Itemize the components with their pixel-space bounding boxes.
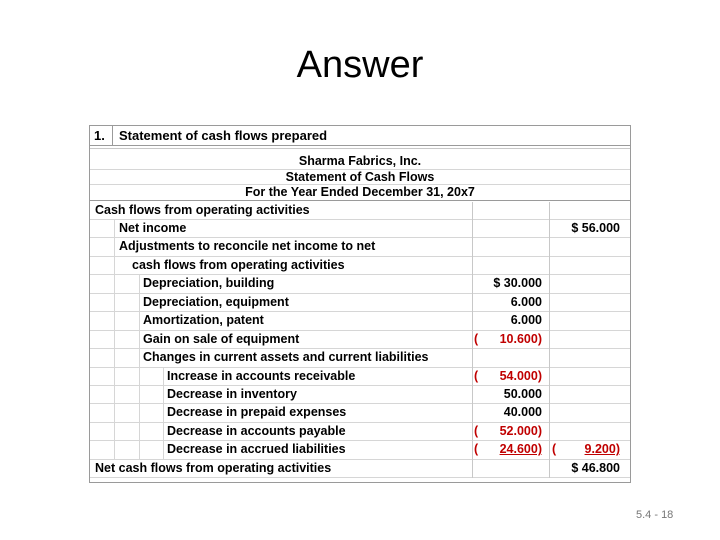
company-name: Sharma Fabrics, Inc. bbox=[298, 154, 422, 168]
amount-value: 50.000 bbox=[503, 387, 542, 401]
column-divider bbox=[472, 202, 473, 479]
amount-value: 40.000 bbox=[503, 405, 542, 420]
line-label: Net income bbox=[119, 220, 187, 235]
title-row bbox=[90, 185, 630, 201]
line-label: Depreciation, equipment bbox=[143, 294, 289, 309]
page-number: 5.4 - 18 bbox=[636, 509, 674, 521]
amount-value: 10.600) bbox=[499, 331, 542, 346]
line-label: Changes in current assets and current liabilities bbox=[143, 350, 429, 365]
problem-number: 1. bbox=[94, 128, 105, 143]
open-paren: ( bbox=[474, 423, 479, 438]
statement-period: For the Year Ended December 31, 20x7 bbox=[245, 185, 475, 199]
amount-value: 24.600) bbox=[499, 442, 542, 457]
indent-guide bbox=[114, 220, 115, 460]
worksheet-heading: Statement of cash flows prepared bbox=[119, 128, 328, 143]
amount-value: $ 46.800 bbox=[571, 460, 620, 475]
line-label: Net cash flows from operating activities bbox=[95, 460, 332, 475]
line-label: Gain on sale of equipment bbox=[143, 331, 300, 346]
column-divider bbox=[549, 202, 550, 479]
slide-title: Answer bbox=[296, 44, 424, 86]
line-label: Cash flows from operating activities bbox=[95, 202, 310, 217]
line-label: Decrease in inventory bbox=[167, 387, 297, 401]
open-paren: ( bbox=[474, 368, 479, 383]
indent-guide bbox=[163, 368, 164, 460]
title-row bbox=[90, 170, 630, 186]
line-label: Depreciation, building bbox=[143, 276, 275, 291]
indent-guide bbox=[139, 275, 140, 460]
amount-value: 6.000 bbox=[510, 313, 542, 328]
title-row bbox=[90, 154, 630, 170]
open-paren: ( bbox=[474, 442, 479, 457]
open-paren: ( bbox=[474, 331, 479, 346]
line-label: Decrease in accounts payable bbox=[167, 423, 346, 438]
amount-value: 52.000) bbox=[499, 423, 542, 438]
worksheet-header bbox=[90, 126, 630, 146]
amount-value: $ 30.000 bbox=[493, 276, 542, 291]
line-label: Adjustments to reconcile net income to net bbox=[119, 239, 376, 254]
line-label: Amortization, patent bbox=[143, 313, 264, 328]
amount-value: 9.200) bbox=[584, 442, 620, 457]
header-divider bbox=[112, 126, 113, 145]
open-paren: ( bbox=[552, 442, 557, 457]
statement-name: Statement of Cash Flows bbox=[285, 169, 435, 184]
cash-flow-worksheet bbox=[89, 125, 631, 483]
line-label: Increase in accounts receivable bbox=[167, 368, 356, 383]
header-gap-line bbox=[90, 148, 630, 149]
amount-value: 54.000) bbox=[499, 368, 542, 383]
line-label: Decrease in prepaid expenses bbox=[167, 405, 347, 420]
line-label: Decrease in accrued liabilities bbox=[167, 442, 346, 457]
amount-value: $ 56.000 bbox=[571, 220, 620, 235]
line-label: cash flows from operating activities bbox=[132, 257, 345, 272]
amount-value: 6.000 bbox=[510, 294, 542, 309]
